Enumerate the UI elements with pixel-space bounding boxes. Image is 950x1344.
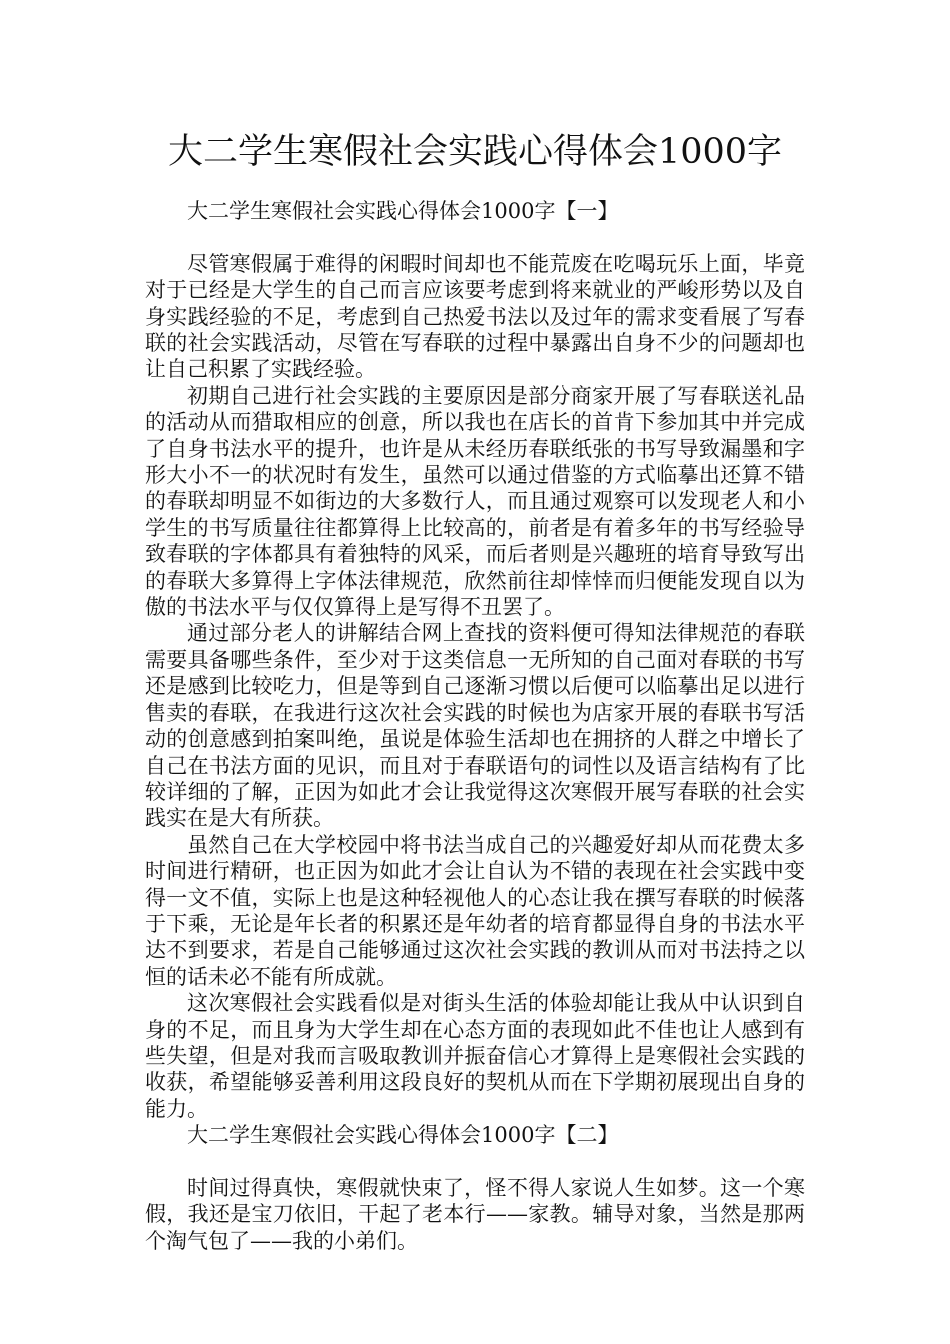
- paragraph: 虽然自己在大学校园中将书法当成自己的兴趣爱好却从而花费太多时间进行精研，也正因为如此才会让自认为不错的表现在社会实践中变得一文不值，实际上也是这种轻视他人的心态让我在撰写春联的时候落于下乘，无论是年长者的积累还是年幼者的培育都显得自身的书法水平达不到要求，若是自己能够通过这次社会实践的教训从而对书法持之以恒的话未必不能有所成就。: [145, 832, 805, 989]
- paragraph: 初期自己进行社会实践的主要原因是部分商家开展了写春联送礼品的活动从而猎取相应的创意，所以我也在店长的首肯下参加其中并完成了自身书法水平的提升，也许是从未经历春联纸张的书写导致漏墨和字形大小不一的状况时有发生，虽然可以通过借鉴的方式临摹出还算不错的春联却明显不如街边的大多数行人，而且通过观察可以发现老人和小学生的书写质量往往都算得上比较高的，前者是有着多年的书写经验导致春联的字体都具有着独特的风采，而后者则是兴趣班的培育导致写出的春联大多算得上字体法律规范，欣然前往却悻悻而归便能发现自以为傲的书法水平与仅仅算得上是写得不丑罢了。: [145, 383, 805, 620]
- paragraph: 通过部分老人的讲解结合网上查找的资料便可得知法律规范的春联需要具备哪些条件，至少对于这类信息一无所知的自己面对春联的书写还是感到比较吃力，但是等到自己逐渐习惯以后便可以临摹出足以进行售卖的春联，在我进行这次社会实践的时候也为店家开展的春联书写活动的创意感到拍案叫绝，虽说是体验生活却也在拥挤的人群之中增长了自己在书法方面的见识，而且对于春联语句的词性以及语言结构有了比较详细的了解，正因为如此才会让我觉得这次寒假开展写春联的社会实践实在是大有所获。: [145, 621, 805, 831]
- document-body: [145, 198, 805, 1254]
- blank-line: [145, 224, 805, 250]
- section-heading-2: 大二学生寒假社会实践心得体会1000字【二】: [187, 1123, 619, 1148]
- paragraph: 尽管寒假属于难得的闲暇时间却也不能荒废在吃喝玩乐上面，毕竟对于已经是大学生的自己而言应该要考虑到将来就业的严峻形势以及自身实践经验的不足，考虑到自己热爱书法以及过年的需求变看展了写春联的社会实践活动，尽管在写春联的过程中暴露出自身不少的问题却也让自己积累了实践经验。: [145, 251, 805, 382]
- blank-line: [145, 1149, 805, 1175]
- section-heading-1: 大二学生寒假社会实践心得体会1000字【一】: [187, 199, 619, 223]
- document-title: 大二学生寒假社会实践心得体会1000字: [167, 132, 783, 172]
- paragraph: 这次寒假社会实践看似是对街头生活的体验却能让我从中认识到自身的不足，而且身为大学生却在心态方面的表现如此不佳也让人感到有些失望，但是对我而言吸取教训并振奋信心才算得上是寒假社会实践的收获，希望能够妥善利用这段良好的契机从而在下学期初展现出自身的能力。: [145, 991, 805, 1121]
- paragraph: 时间过得真快，寒假就快束了，怪不得人家说人生如梦。这一个寒假，我还是宝刀依旧，干起了老本行——家教。辅导对象，当然是那两个淘气包了——我的小弟们。: [145, 1176, 805, 1253]
